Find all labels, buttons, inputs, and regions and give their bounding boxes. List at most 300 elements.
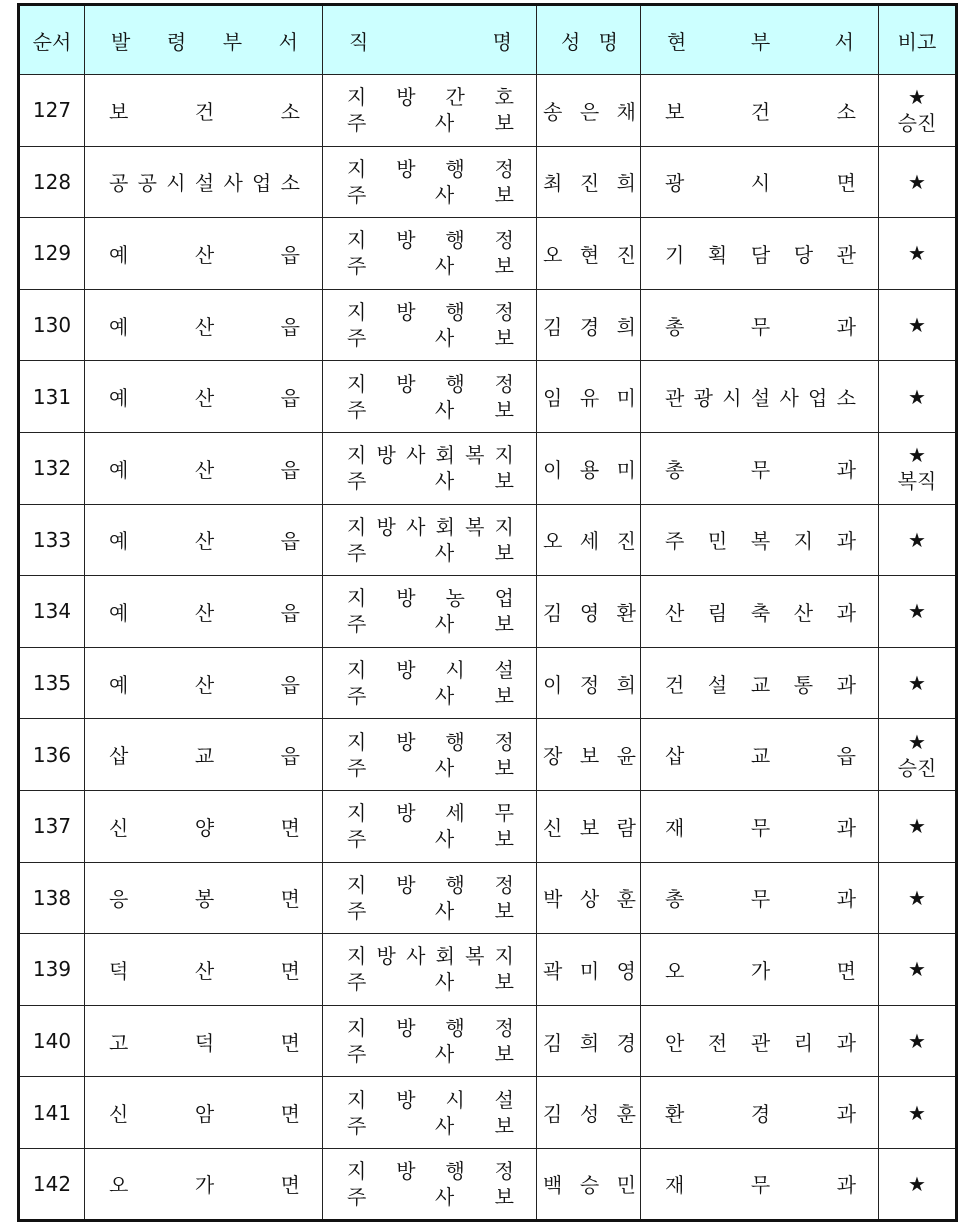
- header-char: 부: [750, 29, 771, 54]
- dept-char: 면: [280, 1102, 300, 1127]
- name-char: 오: [543, 242, 563, 267]
- position-char: 행: [445, 156, 465, 181]
- position-char: 주: [347, 326, 367, 351]
- current-dept-char: 소: [836, 386, 856, 411]
- name-char: 박: [543, 887, 563, 912]
- header-position: [323, 5, 537, 75]
- star-icon: ★: [908, 599, 926, 624]
- position-char: 보: [494, 111, 514, 136]
- position-char: 행: [445, 371, 465, 396]
- dept-char: 읍: [280, 744, 300, 769]
- dept-char: 신: [109, 815, 129, 840]
- dept-char: 읍: [280, 242, 300, 267]
- current-dept-char: 과: [836, 314, 856, 339]
- position-char: 무: [494, 801, 514, 826]
- position-char: 호: [494, 85, 514, 110]
- dept-cell: [85, 1148, 323, 1220]
- position-line-1: [323, 1158, 536, 1184]
- header-char: 발: [111, 29, 131, 54]
- current-dept-char: 과: [836, 887, 856, 912]
- name-cell: [537, 289, 641, 361]
- star-icon: ★: [908, 729, 926, 754]
- dept-char: 예: [109, 529, 129, 554]
- position-char: 지: [347, 443, 367, 468]
- position-line-2: [323, 1041, 536, 1067]
- note-cell: [879, 1005, 957, 1077]
- current-dept-char: 환: [665, 1102, 685, 1127]
- position-char: 방: [396, 872, 416, 897]
- position-line-1: [323, 585, 536, 611]
- position-char: 주: [347, 755, 367, 780]
- dept-char: 읍: [280, 457, 300, 482]
- name-cell: [537, 576, 641, 648]
- dept-char: 읍: [280, 386, 300, 411]
- name-cell: [537, 75, 641, 147]
- position-line-2: [323, 540, 536, 566]
- position-char: 행: [445, 1158, 465, 1183]
- table-row: [19, 934, 957, 1006]
- current-dept-char: 총: [665, 457, 685, 482]
- dept-char: 사: [223, 171, 243, 196]
- position-cell: [323, 504, 537, 576]
- position-char: 지: [347, 658, 367, 683]
- star-icon: ★: [908, 313, 926, 338]
- position-cell: [323, 790, 537, 862]
- position-char: 방: [396, 1158, 416, 1183]
- current-dept-char: 광: [693, 386, 713, 411]
- dept-char: 산: [194, 314, 215, 339]
- name-char: 미: [616, 386, 636, 411]
- name-char: 경: [616, 1030, 636, 1055]
- seq-cell: 139: [19, 934, 85, 1006]
- position-char: 사: [434, 684, 455, 709]
- position-char: 지: [347, 872, 367, 897]
- current-dept-char: 과: [836, 529, 856, 554]
- position-cell: [323, 1148, 537, 1220]
- position-char: 복: [465, 944, 485, 969]
- current-dept-char: 건: [665, 672, 685, 697]
- name-char: 희: [579, 1030, 600, 1055]
- position-char: 행: [445, 300, 465, 325]
- position-line-2: [323, 182, 536, 208]
- current-dept-char: 무: [750, 457, 771, 482]
- position-char: 보: [494, 1113, 514, 1138]
- position-line-1: [323, 657, 536, 683]
- position-char: 지: [347, 514, 367, 539]
- position-char: 보: [494, 182, 514, 207]
- position-char: 회: [435, 514, 455, 539]
- name-cell: [537, 432, 641, 504]
- position-line-1: [323, 872, 536, 898]
- position-line-1: [323, 943, 536, 969]
- note-cell: [879, 146, 957, 218]
- dept-cell: [85, 75, 323, 147]
- note-cell: [879, 289, 957, 361]
- current-dept-char: 삽: [665, 744, 685, 769]
- name-char: 진: [579, 171, 600, 196]
- dept-char: 교: [194, 744, 215, 769]
- note-cell: [879, 576, 957, 648]
- name-char: 임: [543, 386, 563, 411]
- position-char: 보: [494, 326, 514, 351]
- dept-char: 응: [109, 887, 129, 912]
- name-char: 이: [543, 672, 563, 697]
- table-row: [19, 719, 957, 791]
- seq-cell: 142: [19, 1148, 85, 1220]
- dept-char: 예: [109, 600, 129, 625]
- dept-cell: [85, 146, 323, 218]
- dept-char: 건: [194, 99, 215, 124]
- position-char: 지: [347, 1016, 367, 1041]
- current-dept-char: 총: [665, 314, 685, 339]
- star-icon: ★: [908, 241, 926, 266]
- current-dept-char: 관: [665, 386, 685, 411]
- dept-cell: [85, 934, 323, 1006]
- star-icon: ★: [908, 1100, 926, 1125]
- dept-char: 산: [194, 672, 215, 697]
- dept-char: 면: [280, 1030, 300, 1055]
- note-cell: [879, 361, 957, 433]
- current-dept-char: 읍: [836, 744, 856, 769]
- position-char: 사: [434, 755, 455, 780]
- position-char: 주: [347, 1113, 367, 1138]
- position-char: 보: [494, 970, 514, 995]
- name-char: 세: [579, 529, 600, 554]
- current-dept-char: 무: [750, 887, 771, 912]
- dept-char: 양: [194, 815, 215, 840]
- table-row: [19, 1148, 957, 1220]
- dept-char: 면: [280, 958, 300, 983]
- current-dept-char: 과: [836, 600, 856, 625]
- position-line-1: [323, 1087, 536, 1113]
- position-cell: [323, 289, 537, 361]
- header-current: [641, 5, 879, 75]
- dept-char: 암: [194, 1102, 215, 1127]
- current-dept-char: 관: [750, 1030, 771, 1055]
- position-char: 사: [434, 254, 455, 279]
- position-char: 사: [434, 540, 455, 565]
- position-char: 정: [494, 1016, 514, 1041]
- current-dept-cell: [641, 934, 879, 1006]
- position-char: 설: [494, 658, 514, 683]
- position-char: 주: [347, 684, 367, 709]
- position-cell: [323, 647, 537, 719]
- current-dept-char: 산: [793, 600, 814, 625]
- header-char: 성: [561, 29, 581, 54]
- position-line-1: [323, 1015, 536, 1041]
- position-char: 정: [494, 872, 514, 897]
- current-dept-char: 설: [750, 386, 771, 411]
- position-char: 주: [347, 1042, 367, 1067]
- position-char: 지: [494, 443, 514, 468]
- name-char: 보: [579, 815, 600, 840]
- position-char: 주: [347, 827, 367, 852]
- name-char: 진: [616, 529, 636, 554]
- table-row: [19, 289, 957, 361]
- position-char: 지: [347, 371, 367, 396]
- name-char: 이: [543, 457, 563, 482]
- position-char: 지: [347, 300, 367, 325]
- position-char: 사: [434, 827, 455, 852]
- dept-cell: [85, 719, 323, 791]
- note-text: 승진: [897, 111, 937, 136]
- seq-cell: 140: [19, 1005, 85, 1077]
- table-row: [19, 75, 957, 147]
- position-char: 방: [396, 1087, 416, 1112]
- name-char: 경: [579, 314, 600, 339]
- position-char: 업: [494, 586, 514, 611]
- name-char: 윤: [616, 744, 636, 769]
- seq-cell: 136: [19, 719, 85, 791]
- dept-cell: [85, 862, 323, 934]
- position-char: 방: [396, 586, 416, 611]
- position-char: 지: [347, 729, 367, 754]
- position-char: 지: [494, 944, 514, 969]
- table-row: [19, 576, 957, 648]
- dept-char: 읍: [280, 672, 300, 697]
- header-char: 서: [834, 29, 854, 54]
- current-dept-cell: [641, 647, 879, 719]
- position-line-2: [323, 397, 536, 423]
- seq-cell: 128: [19, 146, 85, 218]
- position-char: 방: [396, 371, 416, 396]
- header-char: 현: [667, 29, 687, 54]
- position-char: 방: [396, 658, 416, 683]
- dept-cell: [85, 361, 323, 433]
- position-char: 방: [376, 514, 396, 539]
- position-line-2: [323, 325, 536, 351]
- current-dept-char: 시: [722, 386, 742, 411]
- position-char: 정: [494, 729, 514, 754]
- name-char: 영: [579, 600, 600, 625]
- name-char: 람: [616, 815, 636, 840]
- position-line-1: [323, 800, 536, 826]
- seq-cell: 129: [19, 218, 85, 290]
- table-row: [19, 1077, 957, 1149]
- position-char: 보: [494, 612, 514, 637]
- note-cell: [879, 719, 957, 791]
- header-char: 서: [278, 29, 298, 54]
- position-char: 사: [434, 612, 455, 637]
- current-dept-char: 무: [750, 815, 771, 840]
- name-char: 채: [616, 99, 636, 124]
- dept-char: 산: [194, 600, 215, 625]
- position-char: 방: [396, 300, 416, 325]
- dept-char: 덕: [194, 1030, 215, 1055]
- current-dept-char: 획: [707, 242, 728, 267]
- position-char: 보: [494, 684, 514, 709]
- position-cell: [323, 75, 537, 147]
- position-char: 보: [494, 755, 514, 780]
- current-dept-cell: [641, 1005, 879, 1077]
- name-char: 신: [543, 815, 563, 840]
- dept-char: 읍: [280, 314, 300, 339]
- dept-char: 읍: [280, 600, 300, 625]
- personnel-table: [17, 3, 958, 1222]
- note-cell: [879, 432, 957, 504]
- seq-cell: 130: [19, 289, 85, 361]
- position-cell: [323, 719, 537, 791]
- current-dept-char: 과: [836, 815, 856, 840]
- name-char: 상: [579, 887, 600, 912]
- current-dept-cell: [641, 432, 879, 504]
- name-char: 희: [616, 672, 636, 697]
- dept-char: 오: [109, 1173, 129, 1198]
- dept-char: 시: [166, 171, 186, 196]
- position-line-1: [323, 299, 536, 325]
- current-dept-char: 지: [793, 529, 814, 554]
- position-char: 시: [445, 658, 465, 683]
- current-dept-char: 전: [707, 1030, 728, 1055]
- current-dept-char: 광: [665, 171, 685, 196]
- current-dept-cell: [641, 146, 879, 218]
- position-char: 보: [494, 898, 514, 923]
- dept-char: 산: [194, 242, 215, 267]
- position-cell: [323, 1005, 537, 1077]
- name-char: 희: [616, 314, 636, 339]
- current-dept-char: 안: [665, 1030, 685, 1055]
- position-line-2: [323, 611, 536, 637]
- table-row: [19, 504, 957, 576]
- position-cell: [323, 432, 537, 504]
- seq-cell: 127: [19, 75, 85, 147]
- position-char: 사: [434, 111, 455, 136]
- position-char: 지: [347, 586, 367, 611]
- star-icon: ★: [908, 1029, 926, 1054]
- current-dept-cell: [641, 504, 879, 576]
- position-cell: [323, 146, 537, 218]
- position-char: 사: [406, 514, 426, 539]
- name-char: 훈: [616, 1102, 636, 1127]
- current-dept-char: 총: [665, 887, 685, 912]
- position-char: 방: [376, 443, 396, 468]
- name-char: 장: [543, 744, 563, 769]
- current-dept-char: 사: [779, 386, 799, 411]
- position-char: 사: [434, 1042, 455, 1067]
- table-row: [19, 146, 957, 218]
- note-cell: [879, 647, 957, 719]
- header-seq: 순서: [19, 5, 85, 75]
- current-dept-cell: [641, 576, 879, 648]
- note-text: 복직: [897, 469, 937, 494]
- current-dept-char: 과: [836, 457, 856, 482]
- dept-char: 보: [109, 99, 129, 124]
- dept-char: 공: [137, 171, 157, 196]
- name-char: 훈: [616, 887, 636, 912]
- position-char: 농: [445, 586, 465, 611]
- position-char: 주: [347, 970, 367, 995]
- dept-cell: [85, 576, 323, 648]
- name-char: 희: [616, 171, 636, 196]
- current-dept-cell: [641, 719, 879, 791]
- name-cell: [537, 146, 641, 218]
- position-char: 주: [347, 898, 367, 923]
- position-char: 방: [396, 1016, 416, 1041]
- seq-cell: 141: [19, 1077, 85, 1149]
- current-dept-char: 무: [750, 314, 771, 339]
- position-char: 사: [434, 1113, 455, 1138]
- position-char: 주: [347, 397, 367, 422]
- current-dept-char: 과: [836, 1102, 856, 1127]
- position-line-2: [323, 755, 536, 781]
- dept-char: 예: [109, 314, 129, 339]
- name-cell: [537, 719, 641, 791]
- position-char: 방: [396, 228, 416, 253]
- position-line-2: [323, 1184, 536, 1210]
- position-line-2: [323, 683, 536, 709]
- name-char: 용: [579, 457, 600, 482]
- position-char: 보: [494, 1184, 514, 1209]
- current-dept-cell: [641, 361, 879, 433]
- dept-char: 봉: [194, 887, 215, 912]
- dept-char: 업: [252, 171, 272, 196]
- current-dept-char: 소: [836, 99, 856, 124]
- seq-cell: 131: [19, 361, 85, 433]
- name-char: 진: [616, 242, 636, 267]
- position-cell: [323, 862, 537, 934]
- dept-char: 소: [280, 171, 300, 196]
- position-char: 사: [434, 182, 455, 207]
- position-char: 정: [494, 371, 514, 396]
- position-line-1: [323, 84, 536, 110]
- dept-char: 덕: [109, 958, 129, 983]
- star-icon: ★: [908, 1171, 926, 1196]
- current-dept-char: 건: [750, 99, 771, 124]
- position-line-2: [323, 898, 536, 924]
- name-cell: [537, 504, 641, 576]
- dept-char: 예: [109, 457, 129, 482]
- name-char: 김: [543, 1102, 563, 1127]
- position-char: 지: [347, 801, 367, 826]
- header-char: 명: [598, 29, 618, 54]
- star-icon: ★: [908, 384, 926, 409]
- position-char: 보: [494, 397, 514, 422]
- seq-cell: 133: [19, 504, 85, 576]
- dept-char: 고: [109, 1030, 129, 1055]
- current-dept-cell: [641, 1077, 879, 1149]
- table-body: [19, 75, 957, 1221]
- star-icon: ★: [908, 885, 926, 910]
- dept-char: 삽: [109, 744, 129, 769]
- position-char: 사: [434, 469, 455, 494]
- dept-char: 산: [194, 386, 215, 411]
- table-row: [19, 361, 957, 433]
- dept-char: 가: [194, 1173, 215, 1198]
- position-line-2: [323, 468, 536, 494]
- current-dept-cell: [641, 218, 879, 290]
- position-char: 주: [347, 612, 367, 637]
- name-cell: [537, 218, 641, 290]
- note-cell: [879, 862, 957, 934]
- dept-cell: [85, 218, 323, 290]
- name-char: 민: [616, 1173, 636, 1198]
- position-char: 정: [494, 156, 514, 181]
- current-dept-char: 교: [750, 744, 771, 769]
- position-char: 보: [494, 827, 514, 852]
- position-char: 보: [494, 469, 514, 494]
- name-cell: [537, 361, 641, 433]
- note-cell: [879, 934, 957, 1006]
- name-char: 김: [543, 314, 563, 339]
- name-char: 정: [579, 672, 600, 697]
- position-char: 사: [406, 944, 426, 969]
- header-note: 비고: [879, 5, 957, 75]
- name-char: 최: [543, 171, 563, 196]
- name-cell: [537, 1077, 641, 1149]
- name-cell: [537, 790, 641, 862]
- current-dept-char: 재: [665, 1173, 685, 1198]
- name-char: 김: [543, 600, 563, 625]
